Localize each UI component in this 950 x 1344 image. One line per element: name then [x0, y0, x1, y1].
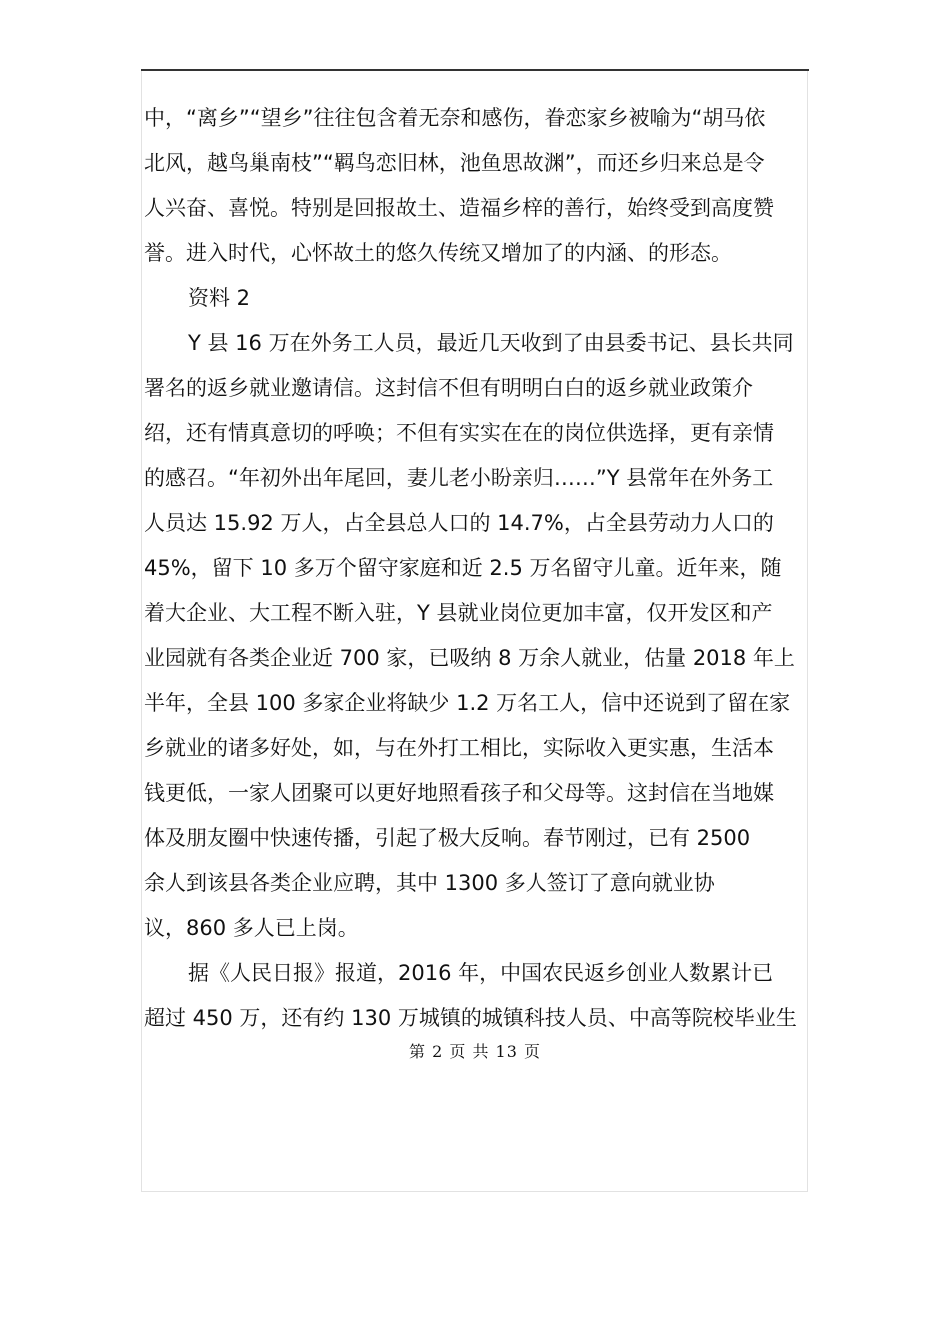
text-line: 业园就有各类企业近 700 家，已吸纳 8 万余人就业，估量 2018 年上	[144, 646, 795, 670]
body-text	[144, 96, 820, 1041]
section-heading: 资料 2	[188, 286, 251, 310]
text-line: 绍，还有情真意切的呼唤；不但有实实在在的岗位供选择，更有亲情	[144, 421, 774, 445]
text-line: 超过 450 万，还有约 130 万城镇的城镇科技人员、中高等院校毕业生	[144, 1006, 797, 1030]
text-line: 钱更低，一家人团聚可以更好地照看孩子和父母等。这封信在当地媒	[144, 781, 774, 805]
text-line: 体及朋友圈中快速传播，引起了极大反响。春节刚过，已有 2500	[144, 826, 751, 850]
text-line: 余人到该县各类企业应聘，其中 1300 多人签订了意向就业协	[144, 871, 715, 895]
text-line: 中，“离乡”“望乡”往往包含着无奈和感伤，眷恋家乡被喻为“胡马依	[144, 106, 766, 130]
text-line: 人兴奋、喜悦。特别是回报故土、造福乡梓的善行，始终受到高度赞	[144, 196, 774, 220]
text-line: 的感召。“年初外出年尾回，妻儿老小盼亲归……”Y 县常年在外务工	[144, 466, 774, 490]
text-line: 北风，越鸟巢南枝”“羁鸟恋旧林，池鱼思故渊”，而还乡归来总是令	[144, 151, 765, 175]
text-line: 人员达 15.92 万人，占全县总人口的 14.7%，占全县劳动力人口的	[144, 511, 774, 535]
text-line: 议，860 多人已上岗。	[144, 916, 359, 940]
text-line: 誉。进入时代，心怀故土的悠久传统又增加了的内涵、的形态。	[144, 241, 732, 265]
paragraph-start: Y 县 16 万在外务工人员，最近几天收到了由县委书记、县长共同	[188, 331, 794, 355]
header-rule	[141, 69, 809, 71]
text-line: 半年，全县 100 多家企业将缺少 1.2 万名工人，信中还说到了留在家	[144, 691, 791, 715]
paragraph-start: 据《人民日报》报道，2016 年，中国农民返乡创业人数累计已	[188, 961, 774, 985]
text-line: 乡就业的诸多好处，如，与在外打工相比，实际收入更实惠，生活本	[144, 736, 774, 760]
text-line: 45%，留下 10 多万个留守家庭和近 2.5 万名留守儿童。近年来，随	[144, 556, 782, 580]
text-line: 着大企业、大工程不断入驻，Y 县就业岗位更加丰富，仅开发区和产	[144, 601, 773, 625]
text-line: 署名的返乡就业邀请信。这封信不但有明明白白的返乡就业政策介	[144, 376, 753, 400]
page-number-footer: 第 2 页 共 13 页	[409, 1042, 541, 1061]
